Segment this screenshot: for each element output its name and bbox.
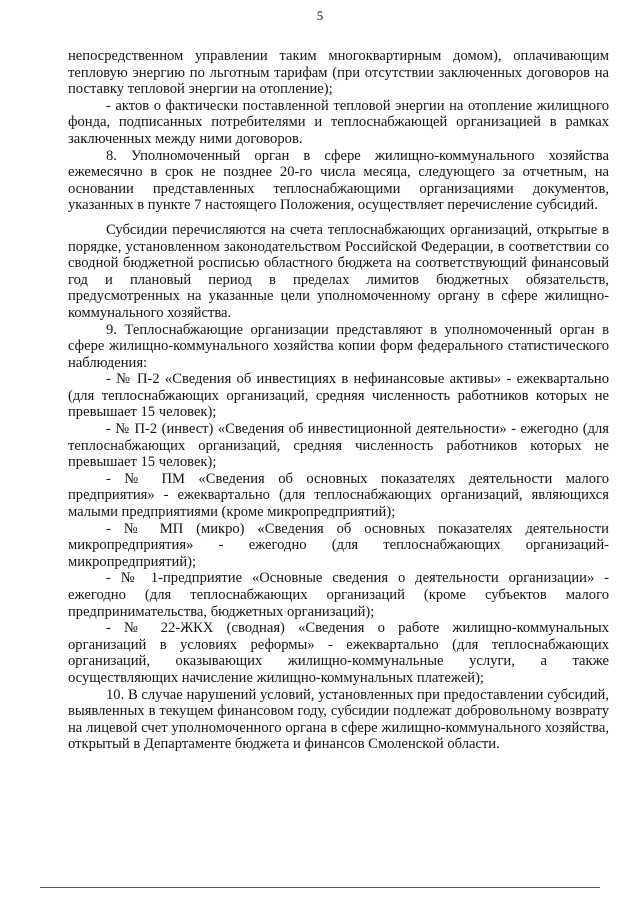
- list-item-p2-invest: - № П-2 (инвест) «Сведения об инвестиционной деятельности» - ежегодно (для теплоснабжающих организаций, средняя численность работников которых не превышает 15 человек);: [68, 421, 609, 471]
- list-item-1-enterprise: - № 1-предприятие «Основные сведения о деятельности организации» - ежегодно (для теплоснабжающих организаций (кроме субъектов малого предпринимательства, бюджетных организаций);: [68, 570, 609, 620]
- document-body: [68, 48, 609, 753]
- paragraph-clause-10: 10. В случае нарушений условий, установленных при предоставлении субсидий, выявленных в текущем финансовом году, субсидии подлежат добровольному возврату на лицевой счет уполномоченного органа в сфере жилищно-коммунального хозяйства, открытый в Департаменте бюджета и финансов Смоленской области.: [68, 686, 609, 753]
- list-item-22-zhkh: - № 22-ЖКХ (сводная) «Сведения о работе жилищно-коммунальных организаций в условиях реформы» - ежеквартально (для теплоснабжающих организаций, оказывающих жилищно-коммунальные услуги, а также осуществляющих начисление жилищно-коммунальных платежей);: [68, 620, 609, 686]
- paragraph-continuation: непосредственном управлении таким многоквартирным домом), оплачивающим тепловую энергию по льготным тарифам (при отсутствии заключенных договоров на поставку тепловой энергии на отопление);: [68, 48, 609, 98]
- list-item-mp-micro: - № МП (микро) «Сведения об основных показателях деятельности микропредприятия» - ежегодно (для теплоснабжающих организаций-микропредприятий);: [68, 520, 609, 570]
- list-item-p2: - № П-2 «Сведения об инвестициях в нефинансовые активы» - ежеквартально (для теплоснабжающих организаций, средняя численность работников которых не превышает 15 человек);: [68, 371, 609, 421]
- list-item-pm: - № ПМ «Сведения об основных показателях деятельности малого предприятия» - ежеквартально (для теплоснабжающих организаций, являющихся малыми предприятиями (кроме микропредприятий);: [68, 470, 609, 521]
- paragraph-clause-9: 9. Теплоснабжающие организации представляют в уполномоченный орган в сфере жилищно-коммунального хозяйства копии форм федерального статистического наблюдения:: [68, 321, 609, 371]
- page-number: 5: [316, 8, 324, 23]
- paragraph-acts-bullet: - актов о фактически поставленной тепловой энергии на отопление жилищного фонда, подписанных потребителями и теплоснабжающей организацией в рамках заключенных между ними договоров.: [68, 97, 609, 147]
- bottom-divider: [40, 887, 600, 888]
- paragraph-subsidy-transfer: Субсидии перечисляются на счета теплоснабжающих организаций, открытые в порядке, установленном законодательством Российской Федерации, в соответствии со сводной бюджетной росписью областного бюджета на соответствующий финансовый год и плановый период в пределах лимитов бюджетных обязательств, предусмотренных на указанные цели уполномоченному органу в сфере жилищно-коммунального хозяйства.: [68, 221, 609, 321]
- paragraph-clause-8: 8. Уполномоченный орган в сфере жилищно-коммунального хозяйства ежемесячно в срок не позднее 20-го числа месяца, следующего за отчетным, на основании представленных теплоснабжающими организациями документов, указанных в пункте 7 настоящего Положения, осуществляет перечисление субсидий.: [68, 147, 609, 214]
